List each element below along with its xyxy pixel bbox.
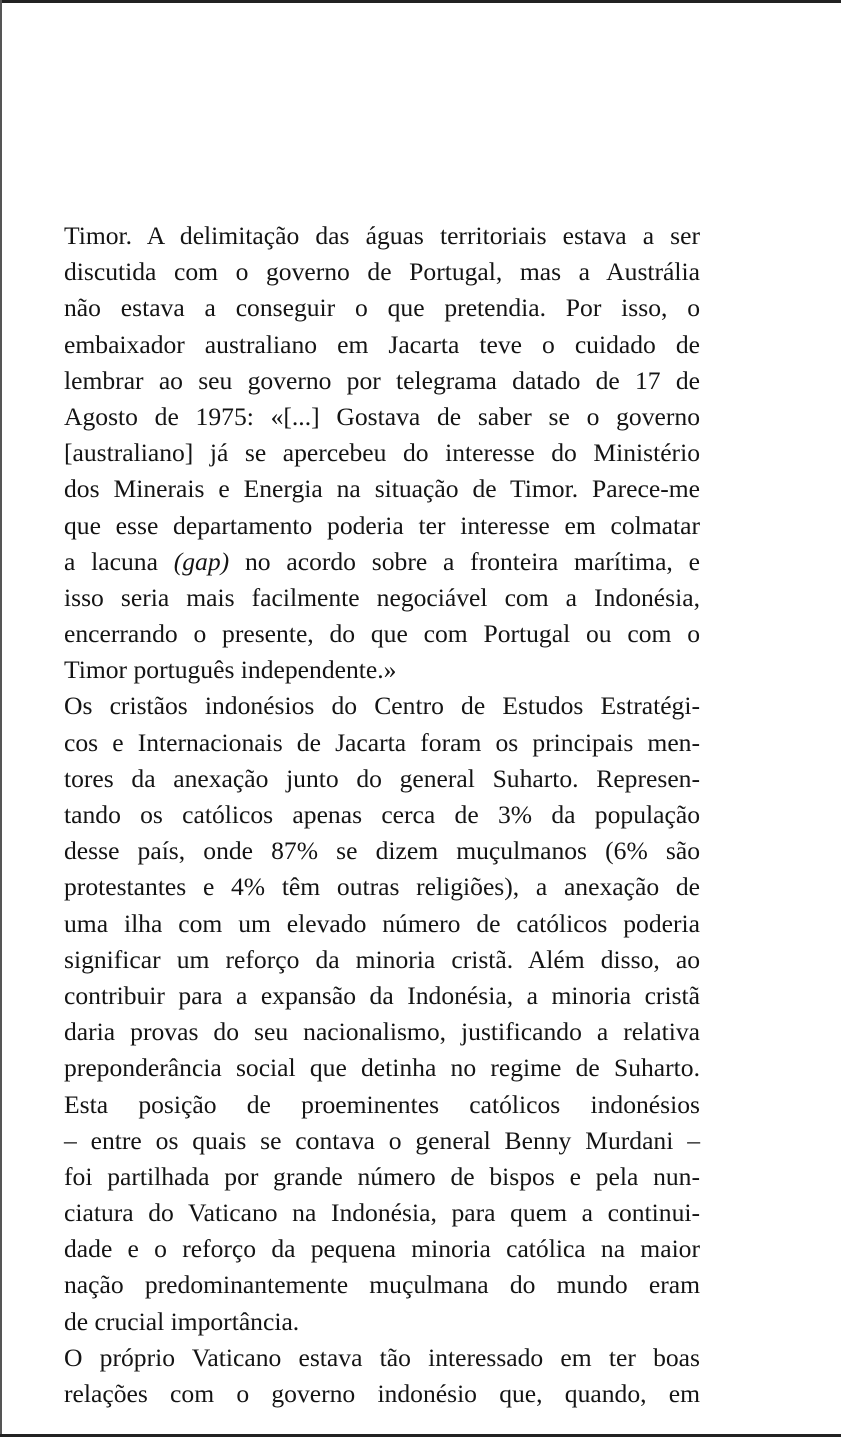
text-run: a lacuna <box>64 546 174 576</box>
text-line: uma ilha com um elevado número de católicos poderia <box>64 908 700 938</box>
text-line: Agosto de 1975: «[...] Gostava de saber se o governo <box>64 401 700 431</box>
text-line: contribuir para a expansão da Indonésia, a minoria cristã <box>64 980 700 1010</box>
page-left-edge <box>0 0 2 1437</box>
text-line: tores da anexação junto do general Suharto. Represen- <box>64 763 700 793</box>
italic-term: (gap) <box>173 546 230 576</box>
text-line: discutida com o governo de Portugal, mas a Austrália <box>64 257 700 287</box>
text-line: tando os católicos apenas cerca de 3% da população <box>64 800 700 829</box>
text-line: lembrar ao seu governo por telegrama datado de 17 de <box>64 365 700 395</box>
text-line: cos e Internacionais de Jacarta foram os principais men- <box>64 727 700 757</box>
text-line: preponderância social que detinha no regime de Suharto. <box>64 1053 700 1083</box>
text-line: Esta posição de proeminentes católicos indonésios <box>64 1089 700 1119</box>
text-line <box>64 544 700 580</box>
text-line: protestantes e 4% têm outras religiões), a anexação de <box>64 872 700 902</box>
text-line: isso seria mais facilmente negociável com a Indonésia, <box>64 582 700 612</box>
text-line: daria provas do seu nacionalismo, justificando a relativa <box>64 1017 700 1047</box>
page-top-edge <box>0 0 841 3</box>
text-line: embaixador australiano em Jacarta teve o cuidado de <box>64 329 700 359</box>
text-line: de crucial importância. <box>64 1306 300 1336</box>
text-line: ciatura do Vaticano na Indonésia, para quem a continui- <box>64 1198 700 1228</box>
text-line: encerrando o presente, do que com Portugal ou com o <box>64 619 700 649</box>
text-line: que esse departamento poderia ter interesse em colmatar <box>64 510 700 540</box>
body-text <box>64 218 700 1412</box>
text-line: significar um reforço da minoria cristã. Além disso, ao <box>64 944 700 974</box>
text-line: relações com o governo indonésio que, quando, em <box>64 1379 700 1408</box>
text-line: dos Minerais e Energia na situação de Timor. Parece-me <box>64 474 700 504</box>
text-line: não estava a conseguir o que pretendia. Por isso, o <box>64 293 700 323</box>
text-line: [australiano] já se apercebeu do interesse do Ministério <box>64 438 700 468</box>
text-line: dade e o reforço da pequena minoria católica na maior <box>64 1234 700 1264</box>
text-line: Timor português independente.» <box>64 655 397 685</box>
text-line: Os cristãos indonésios do Centro de Estudos Estratégi- <box>64 691 700 721</box>
text-line: desse país, onde 87% se dizem muçulmanos (6% são <box>64 836 700 866</box>
text-line: – entre os quais se contava o general Benny Murdani – <box>64 1125 700 1155</box>
text-run: no acordo sobre a fronteira marítima, e <box>229 546 700 576</box>
text-line: O próprio Vaticano estava tão interessado em ter boas <box>64 1342 700 1372</box>
text-line: foi partilhada por grande número de bispos e pela nun- <box>64 1161 700 1191</box>
text-line: Timor. A delimitação das águas territoriais estava a ser <box>64 221 700 250</box>
text-line: nação predominantemente muçulmana do mundo eram <box>64 1270 700 1300</box>
